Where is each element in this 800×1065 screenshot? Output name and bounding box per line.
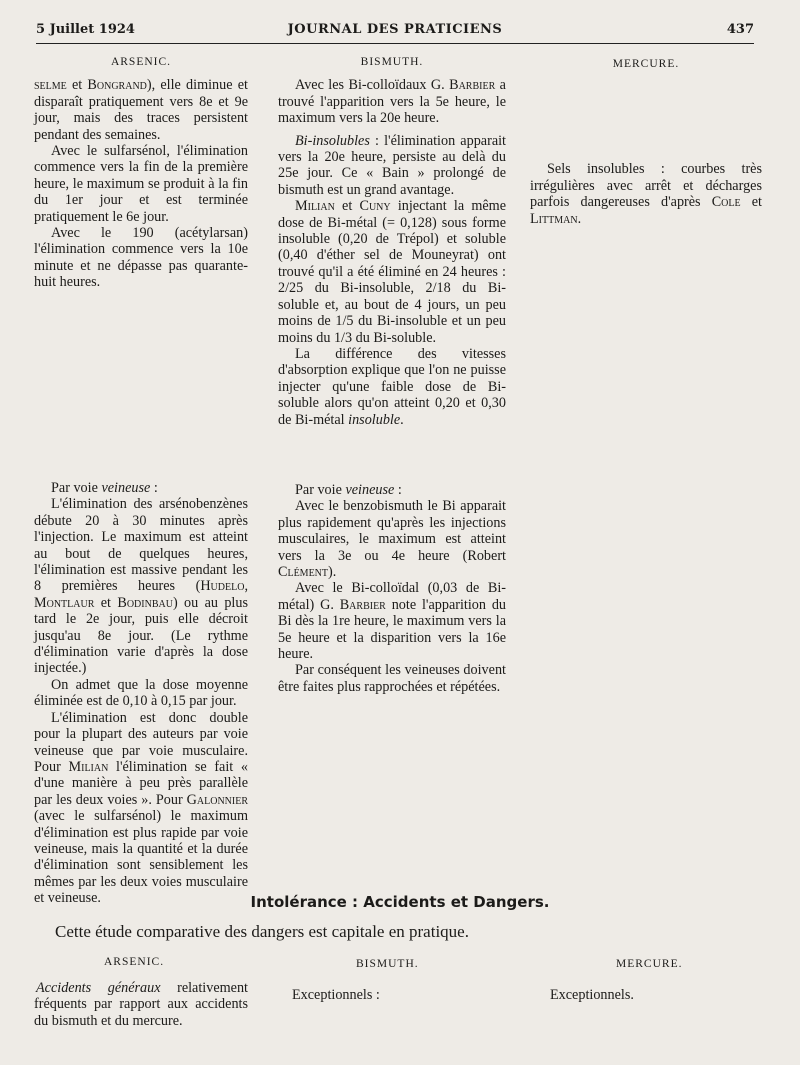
journal-title: JOURNAL DES PRATICIENS bbox=[287, 22, 503, 37]
arsenic-paragraph-2: Avec le sulfarsénol, l'élimination commence vers la fin de la première heure, le maximum se produit à la fin du 1er jour et est terminée pratiquement le 6e jour. bbox=[34, 143, 248, 225]
column-title-bismuth: BISMUTH. bbox=[360, 56, 424, 68]
column-bismuth-veineuse bbox=[278, 482, 506, 695]
mercure-paragraph-1: Sels insolubles : courbes très irrégulières avec arrêt et décharges parfois dangereuses d'après Cole et Littman. bbox=[530, 161, 762, 227]
arsenic-paragraph-3: Avec le 190 (acétylarsan) l'élimination commence vers la 10e minute et ne dépasse pas quarante-huit heures. bbox=[34, 225, 248, 291]
section-lead: Cette étude comparative des dangers est capitale en pratique. bbox=[55, 922, 469, 941]
section-bismuth-text: Exceptionnels : bbox=[292, 987, 380, 1003]
arsenic-paragraph-1: selme et Bongrand), elle diminue et disparaît pratiquement vers 8e et 9e jour, mais des traces persistent pendant des semaines. bbox=[34, 77, 248, 143]
column-arsenic-veineuse bbox=[34, 480, 248, 907]
arsenic-veineuse-paragraph-1: L'élimination des arsénobenzènes débute 20 à 30 minutes après l'injection. Le maximum est atteint au bout de quelques heures, l'élimination est massive pendant les 8 premières heures (Hudelo, Montlaur et Bodinbau) ou au plus tard le 2e jour, puis elle décroit jusqu'au 8e jour. (Le rythme d'élimination varie d'après la dose injectée.) bbox=[34, 496, 248, 677]
bismuth-veineuse-paragraph-2: Avec le Bi-colloïdal (0,03 de Bi-métal) G. Barbier note l'apparition du Bi dès la 1re heure, le maximum vers la 5e heure et la disparition vers la 16e heure. bbox=[278, 580, 507, 663]
bismuth-paragraph-1: Avec les Bi-colloïdaux G. Barbier a trouvé l'apparition vers la 5e heure, le maximum vers la 20e heure. bbox=[278, 77, 506, 127]
bismuth-paragraph-3: Milian et Cuny injectant la même dose de Bi-métal (= 0,128) sous forme insoluble (0,20 de Trépol) et soluble (0,40 d'éther sel de Mouneyrat) ont trouvé qu'il a été éliminé en 24 heures : 2/25 du Bi-insoluble, 2/18 du Bi-soluble et, au bout de 4 jours, un peu moins de 1/5 du Bi-insoluble et un peu moins du 1/3 du Bi-soluble. bbox=[278, 198, 506, 346]
bismuth-paragraph-4: La différence des vitesses d'absorption explique que l'on ne puisse injecter qu'une faible dose de Bi-soluble alors qu'on atteint 0,20 et 0,30 de Bi-métal insoluble. bbox=[278, 345, 506, 428]
header-date: 5 Juillet 1924 bbox=[36, 22, 135, 37]
column-mercure bbox=[530, 56, 762, 227]
column-title-mercure: MERCURE. bbox=[612, 58, 680, 70]
page-number: 437 bbox=[726, 22, 754, 37]
bismuth-veineuse-intro: Par voie veineuse : bbox=[295, 482, 402, 498]
running-header bbox=[36, 22, 754, 42]
section-arsenic-text: Accidents généraux relativement fréquents par rapport aux accidents du bismuth et du mercure. bbox=[34, 980, 248, 1029]
arsenic-veineuse-paragraph-2: On admet que la dose moyenne éliminée est de 0,10 à 0,15 par jour. bbox=[34, 676, 248, 710]
section-column-title-bismuth: BISMUTH. bbox=[356, 958, 419, 970]
section-column-title-arsenic: ARSENIC. bbox=[104, 956, 165, 968]
section-column-title-mercure: MERCURE. bbox=[616, 958, 683, 970]
bismuth-veineuse-paragraph-3: Par conséquent les veineuses doivent être faites plus rapprochées et répétées. bbox=[278, 662, 506, 695]
column-title-arsenic: ARSENIC. bbox=[110, 56, 172, 68]
section-mercure-text: Exceptionnels. bbox=[550, 987, 634, 1003]
arsenic-veineuse-intro: Par voie veineuse : bbox=[51, 480, 158, 496]
bismuth-veineuse-paragraph-1: Avec le benzobismuth le Bi apparait plus rapidement qu'après les injections musculaires, le maximum est atteint vers la 3e ou 4e heure (Robert Clément). bbox=[278, 498, 506, 581]
column-bismuth bbox=[278, 54, 506, 428]
section-title: Intolérance : Accidents et Dangers. bbox=[250, 893, 550, 911]
bismuth-paragraph-2: Bi-insolubles : l'élimination apparait vers la 20e heure, persiste au delà du 25e jour. Ce « Bain » prolongé de bismuth est un grand avantage. bbox=[278, 132, 506, 198]
arsenic-veineuse-paragraph-3: L'élimination est donc double pour la plupart des auteurs par voie veineuse que par voie musculaire. Pour Milian l'élimination se fait « d'une manière à peu près parallèle par les deux voies ». Pour Galonnier (avec le sulfarsénol) le maximum d'élimination est plus rapide par voie veineuse, mais la quantité et la durée d'élimination sont sensiblement les mêmes par les deux voies musculaire et veineuse. bbox=[34, 709, 249, 907]
header-rule bbox=[36, 43, 754, 44]
column-arsenic bbox=[34, 54, 248, 291]
